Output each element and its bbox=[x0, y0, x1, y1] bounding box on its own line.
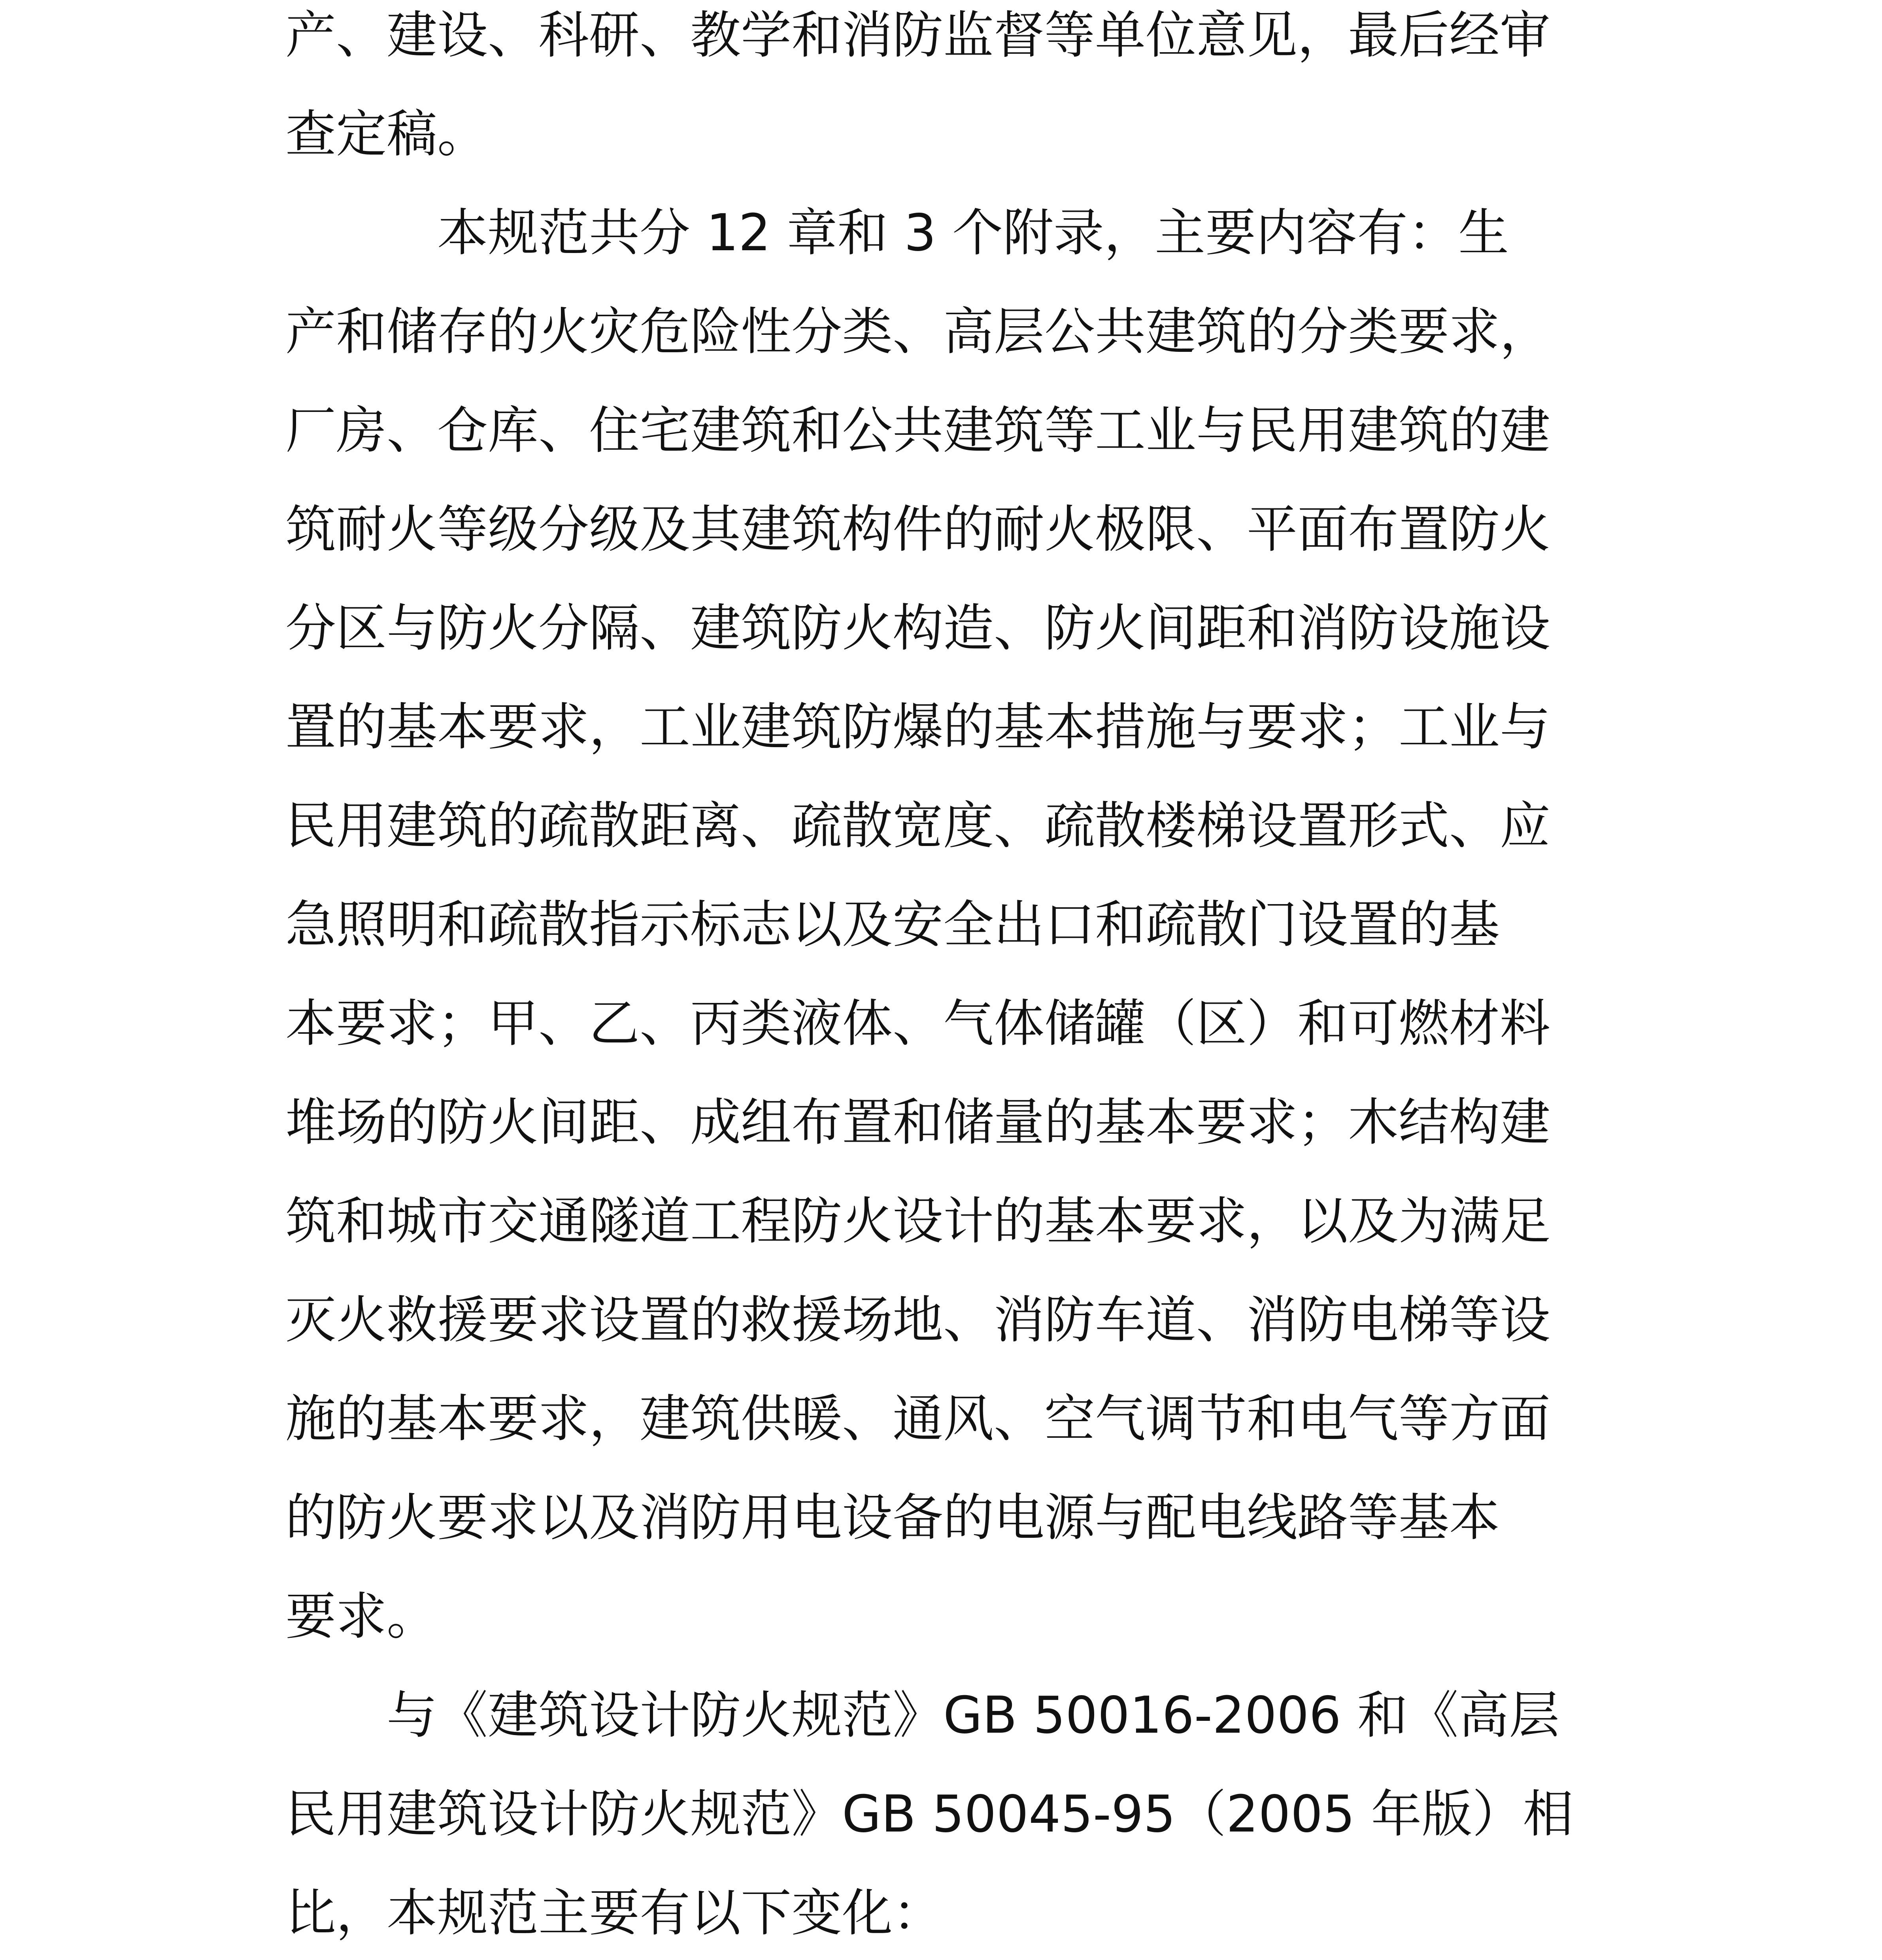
text-line: 急照明和疏散指示标志以及安全出口和疏散门设置的基 bbox=[285, 895, 1500, 954]
text-line: 比，本规范主要有以下变化： bbox=[285, 1884, 944, 1943]
text-line: 与《建筑设计防火规范》GB 50016-2006 和《高层 bbox=[285, 1686, 1560, 1745]
text-line: 筑耐火等级分级及其建筑构件的耐火极限、平面布置防火 bbox=[285, 500, 1551, 559]
text-line: 的防火要求以及消防用电设备的电源与配电线路等基本 bbox=[285, 1488, 1500, 1547]
text-line: 分区与防火分隔、建筑防火构造、防火间距和消防设施设 bbox=[285, 599, 1551, 658]
text-line: 民用建筑的疏散距离、疏散宽度、疏散楼梯设置形式、应 bbox=[285, 797, 1551, 855]
text-line: 筑和城市交通隧道工程防火设计的基本要求，以及为满足 bbox=[285, 1192, 1551, 1251]
text-line: 厂房、仓库、住宅建筑和公共建筑等工业与民用建筑的建 bbox=[285, 401, 1551, 460]
text-line: 产和储存的火灾危险性分类、高层公共建筑的分类要求， bbox=[285, 302, 1551, 361]
text-line: 查定稿。 bbox=[285, 105, 488, 164]
text-line: 灭火救援要求设置的救援场地、消防车道、消防电梯等设 bbox=[285, 1291, 1551, 1350]
text-line: 堆场的防火间距、成组布置和储量的基本要求；木结构建 bbox=[285, 1093, 1551, 1152]
text-line: 本要求；甲、乙、丙类液体、气体储罐（区）和可燃材料 bbox=[285, 994, 1551, 1053]
text-line: 施的基本要求，建筑供暖、通风、空气调节和电气等方面 bbox=[285, 1390, 1551, 1448]
text-line: 要求。 bbox=[285, 1587, 438, 1646]
text-line: 本规范共分 12 章和 3 个附录，主要内容有：生 bbox=[285, 204, 1509, 262]
text-line: 产、建设、科研、教学和消防监督等单位意见，最后经审 bbox=[285, 6, 1551, 65]
text-line: 民用建筑设计防火规范》GB 50045-95（2005 年版）相 bbox=[285, 1785, 1574, 1844]
text-line: 置的基本要求，工业建筑防爆的基本措施与要求；工业与 bbox=[285, 698, 1551, 757]
